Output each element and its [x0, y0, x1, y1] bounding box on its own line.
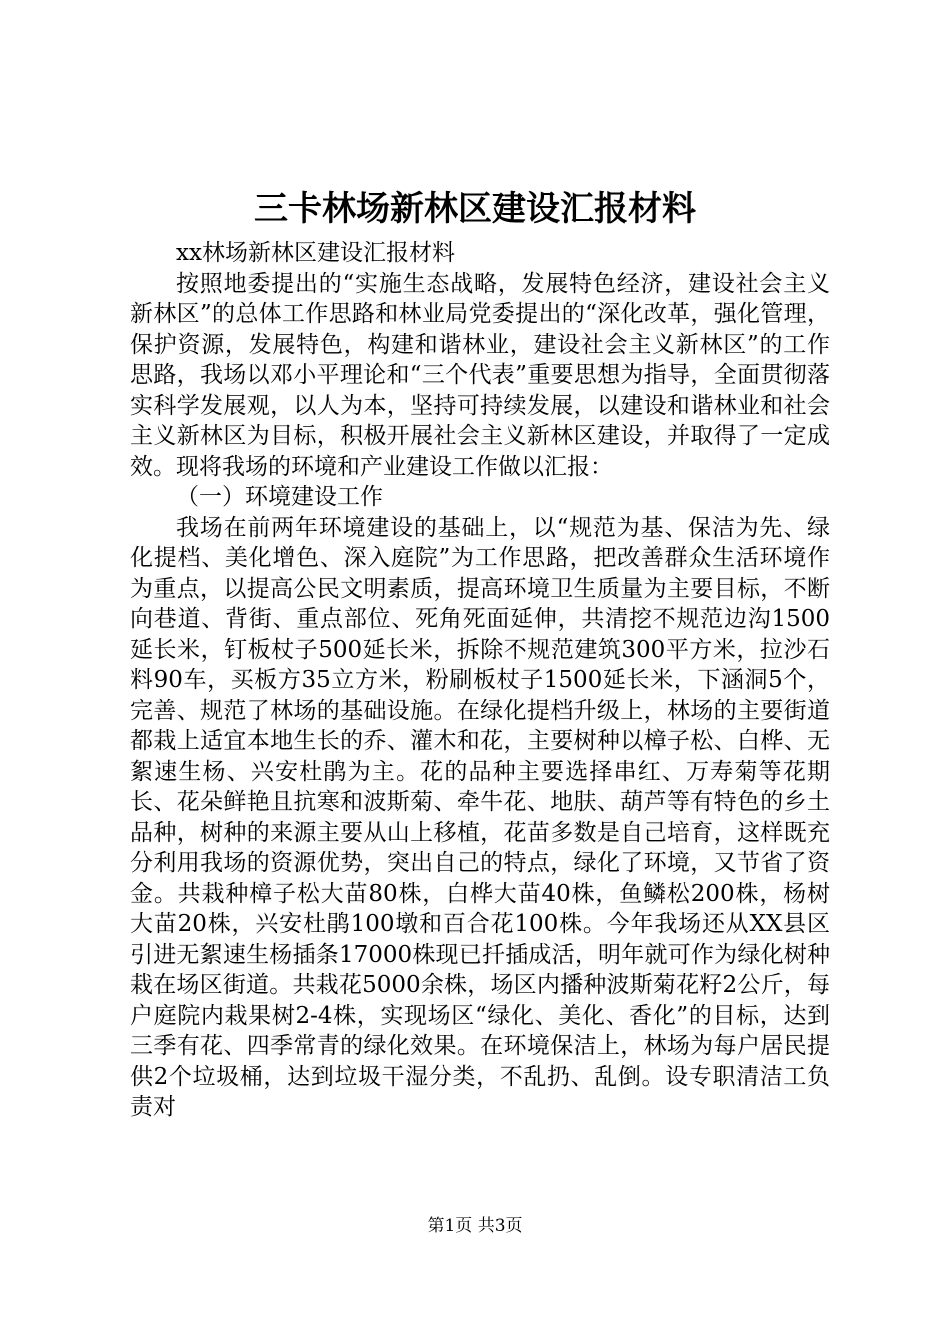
environment-paragraph: 我场在前两年环境建设的基础上，以“规范为基、保洁为先、绿化提档、美化增色、深入庭院”为工作思路，把改善群众生活环境作为重点，以提高公民文明素质，提高环境卫生质量为主要目标，不断向巷道、背街、重点部位、死角死面延伸，共清挖不规范边沟1500延长米，钉板杖子500延长米，拆除不规范建筑300平方米，拉沙石料90车，买板方35立方米，粉刷板杖子1500延长米，下涵洞5个，完善、规范了林场的基础设施。在绿化提档升级上，林场的主要街道都栽上适宜本地生长的乔、灌木和花，主要树种以樟子松、白桦、无絮速生杨、兴安杜鹃为主。花的品种主要选择串红、万寿菊等花期长、花朵鲜艳且抗寒和波斯菊、牵牛花、地肤、葫芦等有特色的乡土品种，树种的来源主要从山上移植，花苗多数是自己培育，这样既充分利用我场的资源优势，突出自己的特点，绿化了环境，又节省了资金。共栽种樟子松大苗80株，白桦大苗40株，鱼鳞松200株，杨树大苗20株，兴安杜鹃100墩和百合花100株。今年我场还从XX县区引进无絮速生杨插条17000株现已扦插成活，明年就可作为绿化树种栽在场区街道。共栽花5000余株，场区内播种波斯菊花籽2公斤，每户庭院内栽果树2-4株，实现场区“绿化、美化、香化”的目标，达到三季有花、四季常青的绿化效果。在环境保洁上，林场为每户居民提供2个垃圾桶，达到垃圾干湿分类，不乱扔、乱倒。设专职清洁工负责对	[130, 514, 830, 1120]
subtitle-paragraph: xx林场新林区建设汇报材料	[176, 240, 455, 266]
document-body	[130, 238, 830, 1123]
section-heading: （一）环境建设工作	[176, 484, 383, 510]
document-title: 三卡林场新林区建设汇报材料	[254, 189, 696, 229]
intro-paragraph: 按照地委提出的“实施生态战略，发展特色经济，建设社会主义新林区”的总体工作思路和林业局党委提出的“深化改革，强化管理，保护资源，发展特色，构建和谐林业，建设社会主义新林区”的工作思路，我场以邓小平理论和“三个代表”重要思想为指导，全面贯彻落实科学发展观，以人为本，坚持可持续发展，以建设和谐林业和社会主义新林区为目标，积极开展社会主义新林区建设，并取得了一定成效。现将我场的环境和产业建设工作做以汇报：	[130, 270, 830, 480]
page-number-footer: 第1页 共3页	[427, 1216, 523, 1236]
